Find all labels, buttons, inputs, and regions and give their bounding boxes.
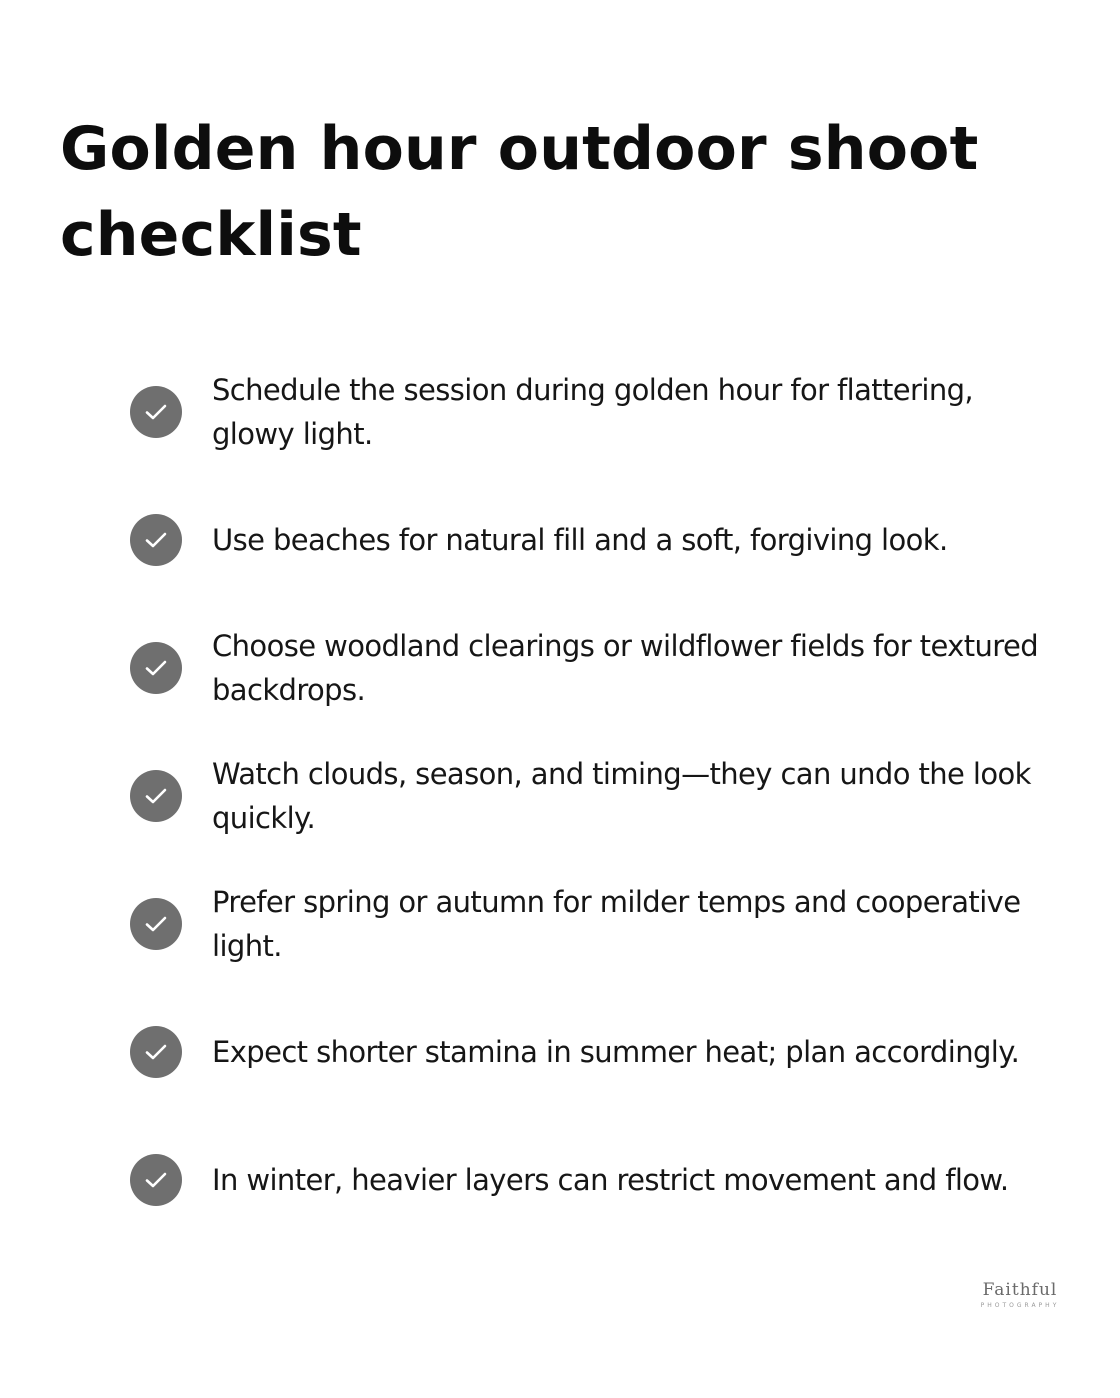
checklist-item	[130, 1136, 1070, 1224]
check-circle-icon	[130, 770, 182, 822]
checklist-item-text: Expect shorter stamina in summer heat; plan accordingly.	[212, 1035, 1020, 1069]
checklist-item	[130, 496, 1070, 584]
checklist	[130, 368, 1070, 1264]
brand-logo	[970, 1278, 1070, 1310]
checklist-item	[130, 1008, 1070, 1096]
check-circle-icon	[130, 514, 182, 566]
checklist-item-text: Watch clouds, season, and timing—they can undo the look quickly.	[212, 757, 1031, 835]
checklist-item-text: Use beaches for natural fill and a soft, forgiving look.	[212, 523, 948, 557]
checklist-item-text: In winter, heavier layers can restrict movement and flow.	[212, 1163, 1009, 1197]
brand-name: Faithful	[982, 1280, 1058, 1300]
checklist-item	[130, 368, 1070, 456]
checklist-item	[130, 752, 1070, 840]
checklist-item-text: Schedule the session during golden hour for flattering, glowy light.	[212, 373, 974, 451]
check-circle-icon	[130, 642, 182, 694]
check-circle-icon	[130, 898, 182, 950]
brand-tagline: PHOTOGRAPHY	[980, 1302, 1060, 1309]
checklist-item	[130, 624, 1070, 712]
checklist-item-text: Choose woodland clearings or wildflower fields for textured backdrops.	[212, 629, 1039, 707]
check-circle-icon	[130, 1154, 182, 1206]
check-circle-icon	[130, 1026, 182, 1078]
page-title: Golden hour outdoor shoot checklist	[60, 114, 979, 270]
check-circle-icon	[130, 386, 182, 438]
checklist-item-text: Prefer spring or autumn for milder temps and cooperative light.	[212, 885, 1021, 963]
checklist-item	[130, 880, 1070, 968]
